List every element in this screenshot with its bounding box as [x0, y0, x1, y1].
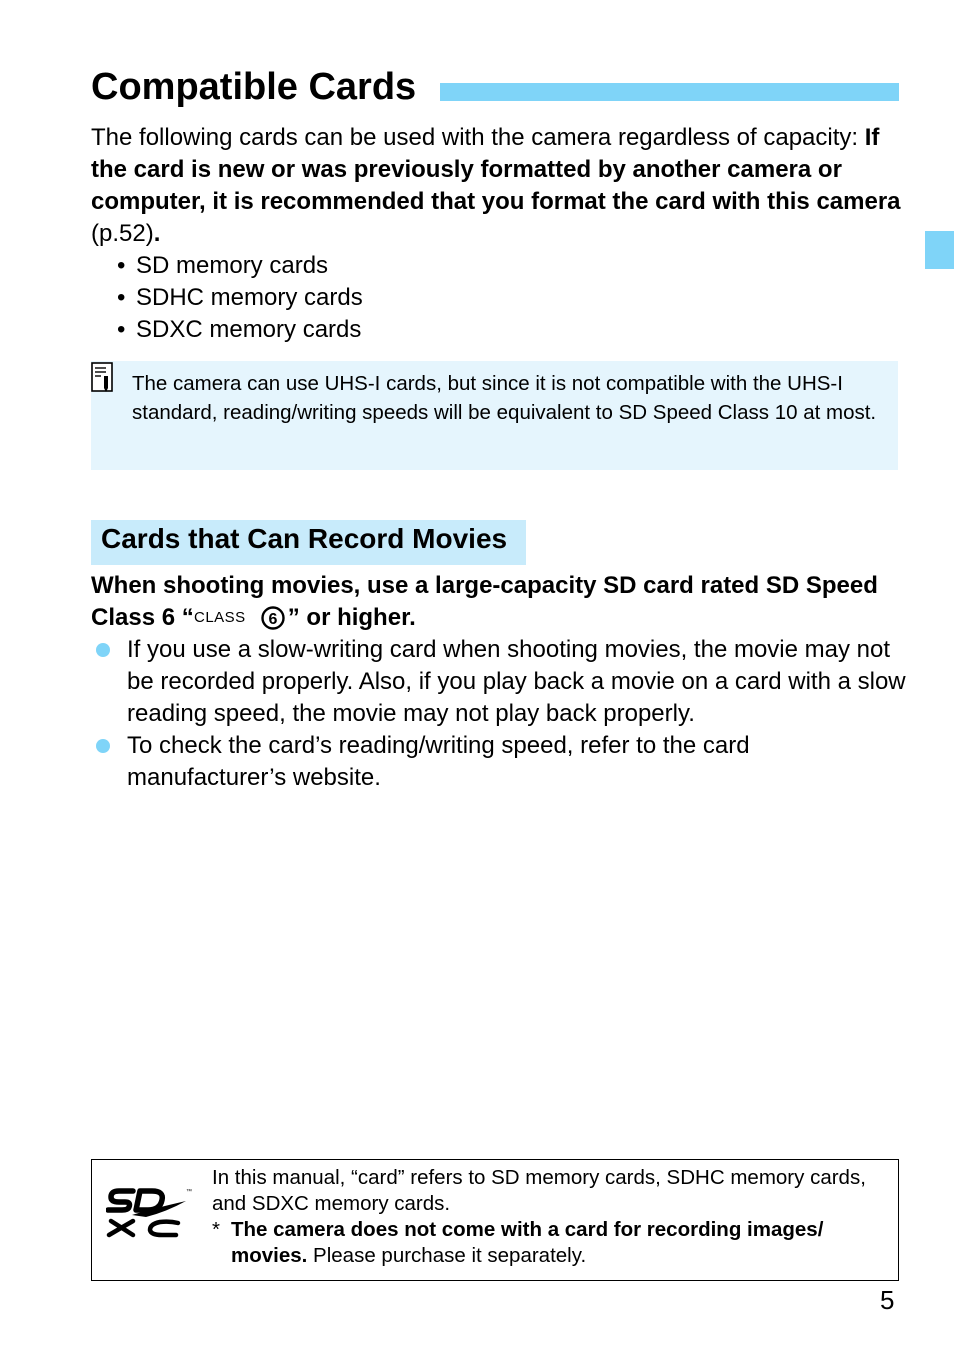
- movie-card-requirement: When shooting movies, use a large-capacity SD card rated SD Speed Class 6 “ CLASS 6 ” or higher.: [91, 572, 878, 631]
- page-reference-link[interactable]: (p.52): [91, 220, 154, 247]
- intro-paragraph: [91, 122, 911, 250]
- bullet-dot-icon: [96, 739, 110, 753]
- page-title: Compatible Cards: [91, 66, 417, 108]
- intro-text: The following cards can be used with the camera regardless of capacity:: [91, 124, 865, 151]
- bullet-dot-icon: [96, 643, 110, 657]
- footer-note: * The camera does not come with a card for recording images/ movies. Please purchase it separately.: [212, 1218, 824, 1267]
- svg-text:6: 6: [268, 611, 278, 628]
- svg-text:™: ™: [186, 1189, 192, 1195]
- chapter-tab: [925, 231, 954, 269]
- list-item: • SD memory cards: [117, 250, 363, 282]
- list-item: • SDHC memory cards: [117, 282, 363, 314]
- list-item: If you use a slow-writing card when shooting movies, the movie may not be recorded properly. Also, if you play back a movie on a card with a slow reading speed, the movie may not play back properly.: [91, 634, 911, 730]
- list-item: • SDXC memory cards: [117, 314, 363, 346]
- list-item: To check the card’s reading/writing speed, refer to the card manufacturer’s website.: [91, 730, 911, 794]
- asterisk-mark: *: [212, 1218, 220, 1241]
- sdxc-logo: [106, 1186, 196, 1238]
- section-heading: Cards that Can Record Movies: [101, 523, 508, 554]
- intro-recommendation: If the card is new or was previously formatted by another camera or computer, it is recommended that you format the card with this camera: [91, 124, 901, 215]
- speed-class-6-icon: [194, 605, 288, 631]
- svg-text:CLASS: CLASS: [193, 609, 246, 626]
- page-number: 5: [880, 1285, 895, 1315]
- title-accent-bar: [440, 83, 899, 101]
- card-type-list: [117, 250, 363, 346]
- intro-period: .: [153, 220, 161, 247]
- memo-pencil-icon: [91, 362, 115, 394]
- note-text: The camera can use UHS-I cards, but since it is not compatible with the UHS-I standard, reading/writing speeds will be equivalent to SD Speed Class 10 at most.: [132, 372, 877, 424]
- footer-text: In this manual, “card” refers to SD memory cards, SDHC memory cards, and SDXC memory cards.: [212, 1166, 866, 1215]
